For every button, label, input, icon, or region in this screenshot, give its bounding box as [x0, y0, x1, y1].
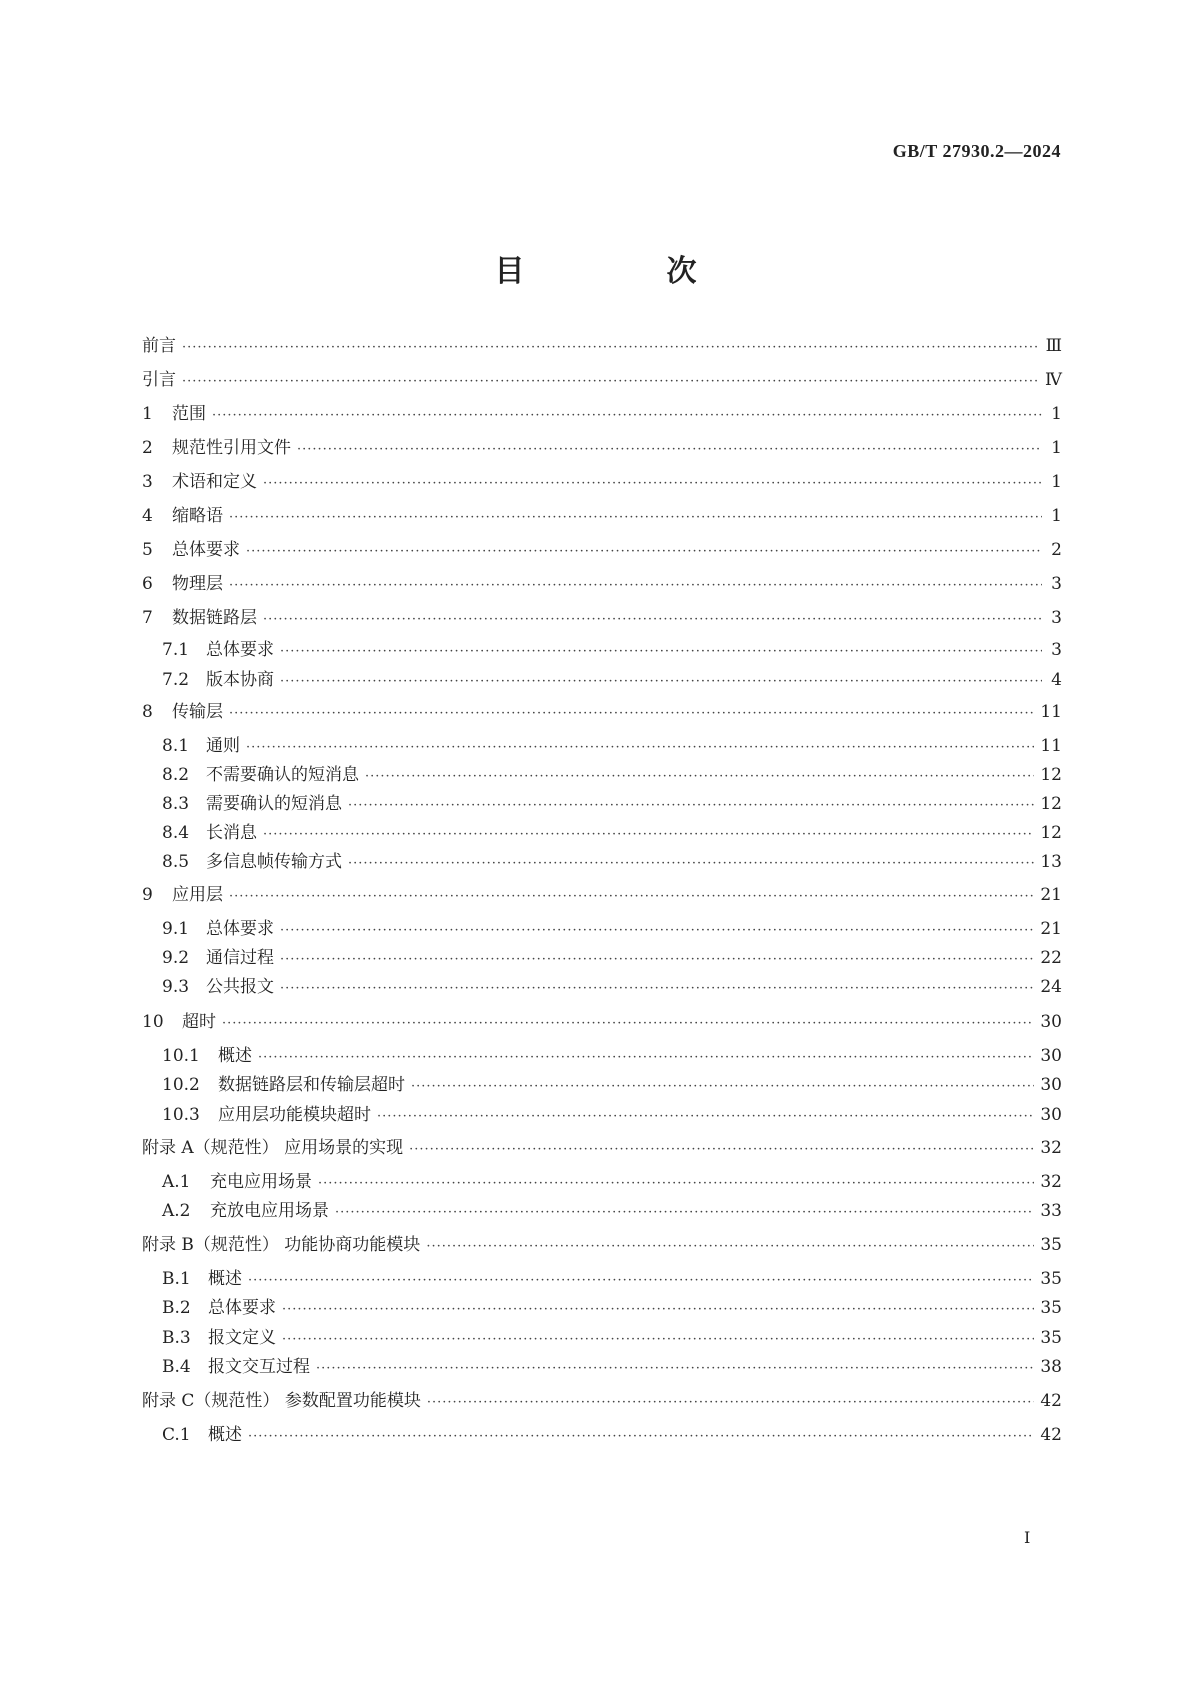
- toc-entry-number: 3: [142, 472, 153, 492]
- leader-dots: [280, 919, 1034, 943]
- toc-entry-text: 传输层: [172, 702, 223, 722]
- toc-entry-text: 多信息帧传输方式: [206, 852, 342, 872]
- toc-entry-page: 30: [1040, 1075, 1062, 1095]
- toc-entry-page: 35: [1040, 1235, 1062, 1255]
- toc-entry-7-1[interactable]: [162, 638, 1062, 662]
- leader-dots: [409, 1138, 1034, 1162]
- leader-dots: [248, 1425, 1034, 1449]
- toc-entry-number: A.1: [162, 1172, 191, 1192]
- toc-entry-number: 9.2: [162, 948, 190, 968]
- toc-entry-8[interactable]: [142, 700, 1062, 724]
- toc-entry-text: 总体要求: [206, 640, 274, 660]
- standard-code: GB/T 27930.2—2024: [892, 141, 1061, 161]
- toc-entry-text: 概述: [218, 1046, 252, 1066]
- toc-entry-8-1[interactable]: [162, 734, 1062, 758]
- leader-dots: [182, 370, 1039, 394]
- toc-entry-page: 38: [1040, 1357, 1062, 1377]
- toc-entry-text: 附录 C（规范性） 参数配置功能模块: [142, 1391, 421, 1411]
- toc-entry-c-1[interactable]: [162, 1423, 1062, 1447]
- toc-entry-text: 引言: [142, 370, 176, 390]
- toc-entry-number: 6: [142, 574, 153, 594]
- toc-entry-number: 8.2: [162, 765, 190, 785]
- leader-dots: [348, 852, 1034, 876]
- toc-entry-text: 总体要求: [172, 540, 240, 560]
- toc-entry-page: 42: [1040, 1391, 1062, 1411]
- leader-dots: [229, 574, 1042, 598]
- toc-entry-8-4[interactable]: [162, 821, 1062, 845]
- toc-entry-text: 长消息: [206, 823, 257, 843]
- toc-entry-text: 附录 B（规范性） 功能协商功能模块: [142, 1235, 421, 1255]
- toc-entry-text: 总体要求: [206, 919, 274, 939]
- toc-entry-text: 不需要确认的短消息: [206, 765, 359, 785]
- toc-entry-5[interactable]: [142, 538, 1062, 562]
- toc-entry-7-2[interactable]: [162, 668, 1062, 692]
- leader-dots: [318, 1172, 1034, 1196]
- leader-dots: [335, 1201, 1034, 1225]
- toc-entry-page: Ⅲ: [1045, 336, 1062, 356]
- toc-entry-page: 35: [1040, 1298, 1062, 1318]
- leader-dots: [426, 1235, 1034, 1259]
- toc-entry-page: 12: [1040, 794, 1062, 814]
- toc-entry-8-3[interactable]: [162, 792, 1062, 816]
- toc-entry-page: 35: [1040, 1328, 1062, 1348]
- leader-dots: [316, 1357, 1034, 1381]
- toc-entry-text: 附录 A（规范性） 应用场景的实现: [142, 1138, 404, 1158]
- leader-dots: [263, 823, 1034, 847]
- toc-entry-1[interactable]: [142, 402, 1062, 426]
- toc-entry-annex-b[interactable]: [142, 1233, 1062, 1257]
- toc-entry-page: 1: [1051, 472, 1062, 492]
- toc-entry-9-1[interactable]: [162, 917, 1062, 941]
- toc-entry-text: 报文交互过程: [208, 1357, 310, 1377]
- toc-entry-text: 通则: [206, 736, 240, 756]
- toc-entry-page: 11: [1040, 702, 1062, 722]
- toc-entry-number: 9.3: [162, 977, 190, 997]
- toc-entry-number: 10.2: [162, 1075, 200, 1095]
- toc-entry-page: 21: [1040, 919, 1062, 939]
- toc-entry-page: 12: [1040, 765, 1062, 785]
- toc-entry-text: 总体要求: [208, 1298, 276, 1318]
- toc-entry-text: 概述: [208, 1425, 242, 1445]
- leader-dots: [280, 640, 1042, 664]
- toc-entry-number: 10.1: [162, 1046, 200, 1066]
- toc-entry-page: 22: [1040, 948, 1062, 968]
- leader-dots: [282, 1298, 1034, 1322]
- toc-entry-text: 术语和定义: [172, 472, 257, 492]
- toc-entry-annex-c[interactable]: [142, 1389, 1062, 1413]
- toc-entry-page: 3: [1051, 608, 1062, 628]
- leader-dots: [280, 977, 1034, 1001]
- toc-entry-a-1[interactable]: [162, 1170, 1062, 1194]
- toc-entry-introduction[interactable]: [142, 368, 1062, 392]
- leader-dots: [229, 702, 1034, 726]
- toc-entry-text: 数据链路层和传输层超时: [218, 1075, 405, 1095]
- leader-dots: [297, 438, 1042, 462]
- leader-dots: [365, 765, 1034, 789]
- toc-entry-number: B.4: [162, 1357, 191, 1377]
- toc-entry-text: 需要确认的短消息: [206, 794, 342, 814]
- leader-dots: [263, 472, 1042, 496]
- toc-entry-number: 7: [142, 608, 153, 628]
- toc-entry-text: 报文定义: [208, 1328, 276, 1348]
- toc-entry-page: 3: [1051, 640, 1062, 660]
- toc-entry-page: 30: [1040, 1012, 1062, 1032]
- toc-entry-6[interactable]: [142, 572, 1062, 596]
- leader-dots: [248, 1269, 1034, 1293]
- toc-entry-page: 32: [1040, 1138, 1062, 1158]
- toc-entry-text: 概述: [208, 1269, 242, 1289]
- toc-entry-number: C.1: [162, 1425, 191, 1445]
- toc-entry-number: 4: [142, 506, 153, 526]
- toc-entry-page: 35: [1040, 1269, 1062, 1289]
- leader-dots: [280, 948, 1034, 972]
- toc-entry-page: 12: [1040, 823, 1062, 843]
- toc-entry-8-5[interactable]: [162, 850, 1062, 874]
- toc-entry-b-4[interactable]: [162, 1355, 1062, 1379]
- toc-entry-number: 7.2: [162, 670, 190, 690]
- toc-entry-text: 缩略语: [172, 506, 223, 526]
- page-title: 目 次: [494, 254, 753, 289]
- leader-dots: [212, 404, 1042, 428]
- leader-dots: [246, 736, 1034, 760]
- toc-entry-number: B.3: [162, 1328, 191, 1348]
- toc-entry-page: 33: [1040, 1201, 1062, 1221]
- toc-entry-b-2[interactable]: [162, 1296, 1062, 1320]
- leader-dots: [427, 1391, 1035, 1415]
- toc-entry-page: 2: [1051, 540, 1062, 560]
- leader-dots: [411, 1075, 1034, 1099]
- leader-dots: [229, 885, 1034, 909]
- toc-entry-text: 版本协商: [206, 670, 274, 690]
- toc-entry-text: 应用层功能模块超时: [218, 1105, 371, 1125]
- leader-dots: [229, 506, 1042, 530]
- toc-entry-page: 21: [1040, 885, 1062, 905]
- toc-entry-10-2[interactable]: [162, 1073, 1062, 1097]
- toc-entry-number: 5: [142, 540, 153, 560]
- toc-entry-a-2[interactable]: [162, 1199, 1062, 1223]
- toc-entry-number: 8.4: [162, 823, 190, 843]
- toc-entry-page: 1: [1051, 438, 1062, 458]
- toc-entry-page: 3: [1051, 574, 1062, 594]
- toc-entry-page: 11: [1040, 736, 1062, 756]
- toc-entry-number: 1: [142, 404, 153, 424]
- toc-entry-b-3[interactable]: [162, 1326, 1062, 1350]
- toc-entry-9[interactable]: [142, 883, 1062, 907]
- toc-entry-page: 1: [1051, 404, 1062, 424]
- toc-entry-number: 2: [142, 438, 153, 458]
- toc-entry-page: 1: [1051, 506, 1062, 526]
- toc-entry-page: 4: [1051, 670, 1062, 690]
- toc-entry-annex-a[interactable]: [142, 1136, 1062, 1160]
- toc-entry-page: 30: [1040, 1105, 1062, 1125]
- toc-entry-10-3[interactable]: [162, 1103, 1062, 1127]
- toc-entry-text: 通信过程: [206, 948, 274, 968]
- toc-entry-9-2[interactable]: [162, 946, 1062, 970]
- toc-entry-8-2[interactable]: [162, 763, 1062, 787]
- toc-entry-number: 8.1: [162, 736, 190, 756]
- toc-entry-text: 数据链路层: [172, 608, 257, 628]
- toc-entry-9-3[interactable]: [162, 975, 1062, 999]
- toc-entry-number: A.2: [162, 1201, 191, 1221]
- toc-entry-number: 9: [142, 885, 153, 905]
- toc-entry-7[interactable]: [142, 606, 1062, 630]
- toc-entry-b-1[interactable]: [162, 1267, 1062, 1291]
- toc-entry-page: Ⅳ: [1045, 370, 1062, 390]
- toc-entry-text: 范围: [172, 404, 206, 424]
- toc-entry-10-1[interactable]: [162, 1044, 1062, 1068]
- toc-entry-text: 规范性引用文件: [172, 438, 291, 458]
- toc-entry-number: 9.1: [162, 919, 190, 939]
- toc-entry-3[interactable]: [142, 470, 1062, 494]
- toc-entry-text: 充放电应用场景: [210, 1201, 329, 1221]
- toc-entry-page: 32: [1040, 1172, 1062, 1192]
- toc-entry-text: 充电应用场景: [210, 1172, 312, 1192]
- toc-entry-number: B.1: [162, 1269, 191, 1289]
- toc-entry-number: 8.5: [162, 852, 190, 872]
- toc-entry-page: 24: [1040, 977, 1062, 997]
- toc-entry-page: 30: [1040, 1046, 1062, 1066]
- toc-entry-text: 应用层: [172, 885, 223, 905]
- leader-dots: [263, 608, 1042, 632]
- leader-dots: [182, 336, 1040, 360]
- leader-dots: [258, 1046, 1034, 1070]
- leader-dots: [377, 1105, 1034, 1129]
- page-number: I: [1024, 1528, 1031, 1547]
- toc-entry-number: 8: [142, 702, 153, 722]
- toc-entry-4[interactable]: [142, 504, 1062, 528]
- toc-entry-number: 10: [142, 1012, 164, 1032]
- leader-dots: [246, 540, 1042, 564]
- leader-dots: [282, 1328, 1034, 1352]
- toc-entry-10[interactable]: [142, 1010, 1062, 1034]
- toc-entry-number: 7.1: [162, 640, 190, 660]
- toc-entry-text: 物理层: [172, 574, 223, 594]
- toc-entry-number: 10.3: [162, 1105, 200, 1125]
- leader-dots: [348, 794, 1034, 818]
- toc-entry-text: 公共报文: [206, 977, 274, 997]
- toc-entry-2[interactable]: [142, 436, 1062, 460]
- toc-entry-number: 8.3: [162, 794, 190, 814]
- toc-entry-foreword[interactable]: [142, 334, 1062, 358]
- toc-entry-page: 13: [1040, 852, 1062, 872]
- toc-entry-text: 超时: [182, 1012, 216, 1032]
- toc-entry-text: 前言: [142, 336, 176, 356]
- leader-dots: [280, 670, 1042, 694]
- toc-entry-number: B.2: [162, 1298, 191, 1318]
- toc-entry-page: 42: [1040, 1425, 1062, 1445]
- leader-dots: [222, 1012, 1034, 1036]
